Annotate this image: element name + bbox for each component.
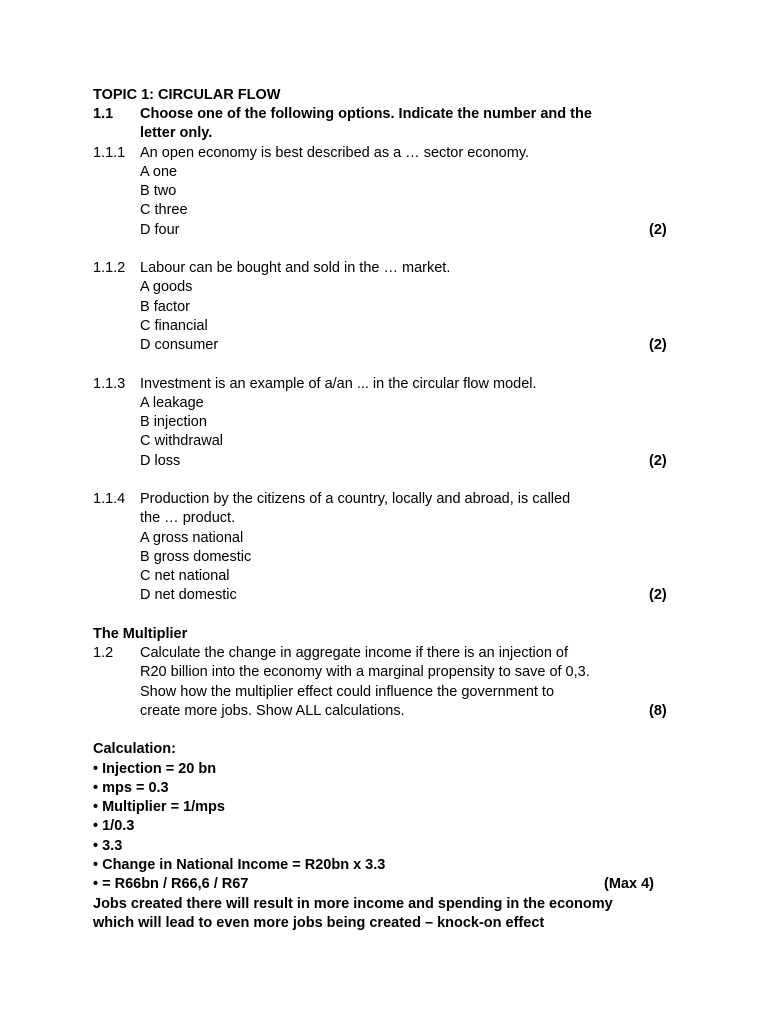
option-1-1-3-d: D loss [140, 453, 181, 469]
question-number-1-2: 1.2 [93, 645, 114, 661]
calculation-item: • Multiplier = 1/mps [93, 799, 225, 815]
marks-1-1-3: (2) [649, 453, 667, 469]
topic-title: TOPIC 1: CIRCULAR FLOW [93, 87, 281, 103]
option-1-1-2-d: D consumer [140, 337, 219, 353]
question-instruction-line-2: letter only. [140, 125, 213, 141]
calculation-item: • = R66bn / R66,6 / R67 [93, 876, 249, 892]
question-text-1-2-line-2: R20 billion into the economy with a marginal propensity to save of 0,3. [140, 664, 590, 680]
option-1-1-1-b: B two [140, 183, 177, 199]
option-1-1-4-a: A gross national [140, 530, 244, 546]
question-text-1-1-4-line-1: Production by the citizens of a country, locally and abroad, is called [140, 491, 571, 507]
calculation-heading: Calculation: [93, 741, 176, 757]
option-1-1-4-b: B gross domestic [140, 549, 252, 565]
option-1-1-3-a: A leakage [140, 395, 204, 411]
option-1-1-4-d: D net domestic [140, 587, 237, 603]
option-1-1-2-a: A goods [140, 279, 193, 295]
question-number-1-1-4: 1.1.4 [93, 491, 126, 507]
question-text-1-2-line-1: Calculate the change in aggregate income if there is an injection of [140, 645, 569, 661]
option-1-1-2-b: B factor [140, 299, 190, 315]
conclusion-line-2: which will lead to even more jobs being created – knock-on effect [93, 915, 545, 931]
option-1-1-3-b: B injection [140, 414, 207, 430]
calculation-item: • 1/0.3 [93, 818, 135, 834]
question-number-1-1-1: 1.1.1 [93, 145, 126, 161]
calculation-item: • Injection = 20 bn [93, 761, 217, 777]
question-text-1-1-3: Investment is an example of a/an ... in the circular flow model. [140, 376, 537, 392]
question-number-1-1-2: 1.1.2 [93, 260, 126, 276]
marks-1-1-1: (2) [649, 222, 667, 238]
question-text-1-2-line-3: Show how the multiplier effect could influence the government to [140, 684, 555, 700]
option-1-1-1-c: C three [140, 202, 188, 218]
option-1-1-2-c: C financial [140, 318, 208, 334]
question-text-1-2-line-4: create more jobs. Show ALL calculations. [140, 703, 405, 719]
calculation-item: • mps = 0.3 [93, 780, 169, 796]
question-number-1-1-3: 1.1.3 [93, 376, 126, 392]
calculation-item: • 3.3 [93, 838, 123, 854]
max-marks: (Max 4) [604, 876, 654, 892]
question-instruction-line-1: Choose one of the following options. Indicate the number and the [140, 106, 592, 122]
conclusion-line-1: Jobs created there will result in more income and spending in the economy [93, 896, 613, 912]
calculation-item: • Change in National Income = R20bn x 3.3 [93, 857, 386, 873]
multiplier-heading: The Multiplier [93, 626, 188, 642]
marks-1-1-4: (2) [649, 587, 667, 603]
question-text-1-1-1: An open economy is best described as a … sector economy. [140, 145, 530, 161]
question-number-1-1: 1.1 [93, 106, 114, 122]
marks-1-1-2: (2) [649, 337, 667, 353]
option-1-1-4-c: C net national [140, 568, 230, 584]
question-text-1-1-4-line-2: the … product. [140, 510, 236, 526]
option-1-1-3-c: C withdrawal [140, 433, 223, 449]
option-1-1-1-a: A one [140, 164, 178, 180]
marks-1-2: (8) [649, 703, 667, 719]
option-1-1-1-d: D four [140, 222, 180, 238]
question-text-1-1-2: Labour can be bought and sold in the … market. [140, 260, 451, 276]
